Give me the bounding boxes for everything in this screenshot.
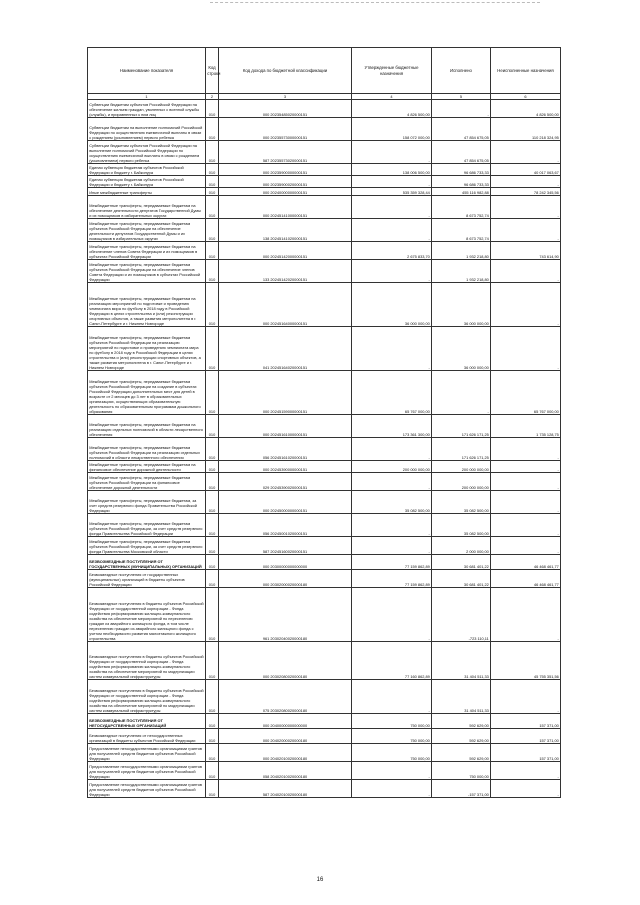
- row-approved: -: [352, 141, 432, 164]
- table-row: [88, 164, 561, 176]
- header-executed: Исполнено: [432, 48, 491, 94]
- row-unexecuted: 1 735 128,75: [491, 415, 561, 438]
- row-approved: -: [352, 176, 432, 188]
- row-name: БЕЗВОЗМЕЗДНЫЕ ПОСТУПЛЕНИЯ ОТ НЕГОСУДАРСТВЕННЫХ ОРГАНИЗАЦИЙ: [88, 714, 206, 729]
- row-line-code: 010: [206, 555, 219, 570]
- table-row: [88, 242, 561, 260]
- row-budget-code: 000 20402000020000180: [219, 729, 352, 744]
- row-name: Субвенции бюджетам субъектов Российской Федерации на обеспечение жильем граждан, уволенных с военной службы (службы), и приравненных к ним лиц: [88, 100, 206, 118]
- row-budget-code: 041 20245164020000151: [219, 327, 352, 371]
- header-unexecuted: Неисполненные назначения: [491, 48, 561, 94]
- row-budget-code: 000 20235573000000151: [219, 118, 352, 141]
- row-approved: -: [352, 537, 432, 555]
- row-executed: 36 000 000,00: [432, 327, 491, 371]
- row-approved: 77 159 862,89: [352, 570, 432, 588]
- row-unexecuted: 40 017 063,67: [491, 164, 561, 176]
- row-line-code: 010: [206, 100, 219, 118]
- row-approved: 35 082 500,00: [352, 491, 432, 514]
- table-row: [88, 744, 561, 762]
- row-name: Безвозмездные поступления от государственных (муниципальных) организаций в бюджеты субъектов Российской Федерации: [88, 570, 206, 588]
- row-line-code: 010: [206, 780, 219, 798]
- column-number: 3: [219, 94, 352, 100]
- row-line-code: 010: [206, 164, 219, 176]
- row-unexecuted: -: [491, 176, 561, 188]
- row-name: Безвозмездные поступления в бюджеты субъектов Российской Федерации от государственной корпорации - Фонда содействия реформированию жилищно-коммунального хозяйства на обеспечение мероприятий по модернизации систем коммунальной инфраструктуры: [88, 680, 206, 714]
- table-row: [88, 642, 561, 680]
- row-name: Безвозмездные поступления от негосударственных организаций в бюджеты субъектов Российской Федерации: [88, 729, 206, 744]
- row-line-code: 010: [206, 744, 219, 762]
- row-unexecuted: -: [491, 537, 561, 555]
- row-approved: -: [352, 438, 432, 461]
- row-unexecuted: -: [491, 491, 561, 514]
- row-line-code: 010: [206, 537, 219, 555]
- row-budget-code: 056 20245161020000151: [219, 438, 352, 461]
- row-budget-code: 133 20245142020000151: [219, 260, 352, 283]
- row-unexecuted: -: [491, 473, 561, 491]
- row-name: Иные межбюджетные трансферты: [88, 188, 206, 196]
- row-budget-code: 000 20240000000000151: [219, 188, 352, 196]
- row-unexecuted: -: [491, 219, 561, 242]
- row-approved: 750 000,00: [352, 714, 432, 729]
- row-executed: -: [432, 371, 491, 415]
- row-approved: 138 006 500,00: [352, 164, 432, 176]
- row-name: Межбюджетные трансферты, передаваемые бюджетам субъектов Российской Федерации на обеспечение деятельности депутатов Государственной Думы и их помощников в избирательных округах: [88, 219, 206, 242]
- row-approved: -: [352, 680, 432, 714]
- row-executed: 200 000 000,00: [432, 473, 491, 491]
- row-name: Межбюджетные трансферты, передаваемые бюджетам субъектов Российской Федерации на реализацию мероприятий по подготовке и проведению чемпионата мира по футболу в 2018 году в Российской Федерации в целях строительства и (или) реконструкции спортивных объектов, а также развития метрополитена в г. Санкт-Петербурге и г. Нижнем Новгороде: [88, 327, 206, 371]
- table-row: [88, 473, 561, 491]
- row-unexecuted: -: [491, 283, 561, 327]
- row-unexecuted: 65 767 000,00: [491, 371, 561, 415]
- row-budget-code: 587 20402010020000180: [219, 780, 352, 798]
- row-line-code: 010: [206, 762, 219, 780]
- row-approved: 77 159 862,89: [352, 555, 432, 570]
- table-row: [88, 555, 561, 570]
- table-row: [88, 438, 561, 461]
- row-line-code: 010: [206, 473, 219, 491]
- row-approved: 750 000,00: [352, 744, 432, 762]
- row-approved: -: [352, 588, 432, 642]
- row-executed: 2 000 000,00: [432, 537, 491, 555]
- row-executed: 171 626 171,25: [432, 415, 491, 438]
- row-budget-code: 000 20245159000000151: [219, 371, 352, 415]
- row-unexecuted: 4 826 500,00: [491, 100, 561, 118]
- row-executed: 200 000 000,00: [432, 461, 491, 473]
- row-name: Межбюджетные трансферты, передаваемые бюджетам субъектов Российской Федерации, за счет средств резервного фонда Правительства Московской области: [88, 537, 206, 555]
- row-line-code: 010: [206, 729, 219, 744]
- row-name: Межбюджетные трансферты, передаваемые бюджетам субъектов Российской Федерации на реализацию отдельных полномочий в области лекарственного обеспечения: [88, 438, 206, 461]
- row-executed: 35 082 500,00: [432, 514, 491, 537]
- row-budget-code: 000 20245000000000151: [219, 491, 352, 514]
- row-budget-code: 587 20245160020000151: [219, 537, 352, 555]
- row-approved: 77 160 862,89: [352, 642, 432, 680]
- row-name: Предоставление негосударственными организациями грантов для получателей средств бюджетов субъектов Российской Федерации: [88, 780, 206, 798]
- row-line-code: 010: [206, 680, 219, 714]
- row-name: Субвенции бюджетам субъектов Российской Федерации на выполнение полномочий Российской Федерации по осуществлению ежемесячной выплаты в связи с рождением (усыновлением) первого ребенка: [88, 141, 206, 164]
- row-executed: 30 681 401,22: [432, 555, 491, 570]
- table-row: [88, 729, 561, 744]
- row-executed: -723 110,11: [432, 588, 491, 642]
- header-name: Наименование показателя: [88, 48, 206, 94]
- row-executed: 455 116 982,88: [432, 188, 491, 196]
- row-executed: -: [432, 100, 491, 118]
- row-budget-code: 075 20302080020000180: [219, 680, 352, 714]
- column-number: 2: [206, 94, 219, 100]
- row-budget-code: 000 20235485020000151: [219, 100, 352, 118]
- row-line-code: 010: [206, 570, 219, 588]
- row-executed: 31 404 511,33: [432, 642, 491, 680]
- scan-top-marks: [210, 2, 540, 7]
- row-name: Межбюджетные трансферты, передаваемые бюджетам субъектов Российской Федерации на финансовое обеспечение дорожной деятельности: [88, 473, 206, 491]
- row-line-code: 010: [206, 491, 219, 514]
- row-executed: 8 673 752,74: [432, 196, 491, 219]
- table-row: [88, 371, 561, 415]
- row-name: Межбюджетные трансферты, передаваемые бюджетам на обеспечение деятельности депутатов Государственной Думы и их помощников в избирательных округах: [88, 196, 206, 219]
- row-approved: 4 826 500,00: [352, 100, 432, 118]
- row-budget-code: 000 20400000000000000: [219, 714, 352, 729]
- row-name: Предоставление негосударственными организациями грантов для получателей средств бюджетов субъектов Российской Федерации: [88, 762, 206, 780]
- row-unexecuted: 46 468 461,77: [491, 570, 561, 588]
- row-approved: -: [352, 327, 432, 371]
- row-approved: 750 000,00: [352, 729, 432, 744]
- row-budget-code: 058 20402010020000180: [219, 762, 352, 780]
- row-approved: 535 359 328,44: [352, 188, 432, 196]
- table-row: [88, 415, 561, 438]
- page-number: 16: [316, 877, 324, 883]
- row-executed: 31 404 511,33: [432, 680, 491, 714]
- row-approved: 36 000 000,00: [352, 283, 432, 327]
- row-name: Межбюджетные трансферты, передаваемые бюджетам, за счет средств резервного фонда Правительства Российской Федерации: [88, 491, 206, 514]
- row-name: БЕЗВОЗМЕЗДНЫЕ ПОСТУПЛЕНИЯ ОТ ГОСУДАРСТВЕННЫХ (МУНИЦИПАЛЬНЫХ) ОРГАНИЗАЦИЙ: [88, 555, 206, 570]
- budget-execution-table: [87, 47, 561, 798]
- table-row: [88, 219, 561, 242]
- row-approved: 2 675 833,70: [352, 242, 432, 260]
- row-approved: -: [352, 780, 432, 798]
- row-budget-code: 587 20235573020000151: [219, 141, 352, 164]
- row-executed: 35 082 500,00: [432, 491, 491, 514]
- row-executed: 1 932 218,80: [432, 260, 491, 283]
- row-name: Единая субвенция бюджетам субъектов Российской Федерации и бюджету г. Байконура: [88, 164, 206, 176]
- row-executed: 592 629,00: [432, 714, 491, 729]
- row-approved: -: [352, 260, 432, 283]
- row-executed: 96 686 733,33: [432, 164, 491, 176]
- row-unexecuted: -: [491, 196, 561, 219]
- table-row: [88, 762, 561, 780]
- row-budget-code: 000 20245390000000151: [219, 461, 352, 473]
- table-row: [88, 537, 561, 555]
- row-budget-code: 000 20402010020000180: [219, 744, 352, 762]
- row-budget-code: 056 20245001020000151: [219, 514, 352, 537]
- row-executed: 36 000 000,00: [432, 283, 491, 327]
- table-row: [88, 260, 561, 283]
- table-body: [88, 100, 561, 798]
- table-row: [88, 141, 561, 164]
- table-row: [88, 327, 561, 371]
- row-unexecuted: -: [491, 588, 561, 642]
- row-unexecuted: -: [491, 680, 561, 714]
- row-unexecuted: 743 614,90: [491, 242, 561, 260]
- row-name: Межбюджетные трансферты, передаваемые бюджетам на реализацию отдельных полномочий в области лекарственного обеспечения: [88, 415, 206, 438]
- row-executed: 47 854 675,05: [432, 118, 491, 141]
- column-number: 5: [432, 94, 491, 100]
- table-row: [88, 188, 561, 196]
- row-budget-code: 138 20245141020000151: [219, 219, 352, 242]
- header-code: Код дохода по бюджетной классификации: [219, 48, 352, 94]
- row-budget-code: 000 20302000020000180: [219, 570, 352, 588]
- row-executed: 592 629,00: [432, 729, 491, 744]
- header-approved: Утвержденные бюджетные назначения: [352, 48, 432, 94]
- row-budget-code: 029 20245390020000151: [219, 473, 352, 491]
- row-unexecuted: 78 242 345,56: [491, 188, 561, 196]
- row-line-code: 010: [206, 461, 219, 473]
- row-line-code: 010: [206, 642, 219, 680]
- row-approved: -: [352, 514, 432, 537]
- row-executed: 8 673 752,74: [432, 219, 491, 242]
- row-unexecuted: -: [491, 514, 561, 537]
- row-unexecuted: 46 468 461,77: [491, 555, 561, 570]
- row-line-code: 010: [206, 188, 219, 196]
- row-budget-code: 000 20235900020000151: [219, 176, 352, 188]
- row-name: Межбюджетные трансферты, передаваемые бюджетам на финансовое обеспечение дорожной деятельности: [88, 461, 206, 473]
- row-name: Межбюджетные трансферты, передаваемые бюджетам субъектов Российской Федерации на обеспечение членов Совета Федерации и их помощников в субъектах Российской Федерации: [88, 260, 206, 283]
- table-row: [88, 196, 561, 219]
- row-line-code: 010: [206, 260, 219, 283]
- table-row: [88, 680, 561, 714]
- table-row: [88, 283, 561, 327]
- row-approved: 65 767 000,00: [352, 371, 432, 415]
- row-executed: 592 629,00: [432, 744, 491, 762]
- row-budget-code: 000 20302080020000180: [219, 642, 352, 680]
- row-approved: -: [352, 219, 432, 242]
- row-approved: -: [352, 196, 432, 219]
- row-line-code: 010: [206, 118, 219, 141]
- row-budget-code: 000 20235900000000151: [219, 164, 352, 176]
- table-row: [88, 570, 561, 588]
- row-approved: 158 072 000,00: [352, 118, 432, 141]
- row-name: Межбюджетные трансферты, передаваемые бюджетам субъектов Российской Федерации, за счет средств резервного фонда Правительства Российской Федерации: [88, 514, 206, 537]
- row-name: Предоставление негосударственными организациями грантов для получателей средств бюджетов субъектов Российской Федерации: [88, 744, 206, 762]
- row-line-code: 010: [206, 588, 219, 642]
- row-line-code: 010: [206, 371, 219, 415]
- row-name: Единая субвенция бюджетам субъектов Российской Федерации и бюджету г. Байконура: [88, 176, 206, 188]
- row-unexecuted: -: [491, 461, 561, 473]
- row-executed: -157 371,00: [432, 780, 491, 798]
- row-approved: 200 000 000,00: [352, 461, 432, 473]
- table-row: [88, 491, 561, 514]
- row-unexecuted: 157 371,00: [491, 714, 561, 729]
- row-name: Субвенции бюджетам на выполнение полномочий Российской Федерации по осуществлению ежемесячной выплаты в связи с рождением (усыновлением) первого ребенка: [88, 118, 206, 141]
- row-line-code: 010: [206, 714, 219, 729]
- row-budget-code: 000 20245164000000151: [219, 283, 352, 327]
- row-executed: 47 854 675,05: [432, 141, 491, 164]
- table-row: [88, 514, 561, 537]
- row-line-code: 010: [206, 514, 219, 537]
- row-line-code: 010: [206, 415, 219, 438]
- row-unexecuted: 110 218 324,95: [491, 118, 561, 141]
- table-row: [88, 714, 561, 729]
- row-executed: 750 000,00: [432, 762, 491, 780]
- row-line-code: 010: [206, 219, 219, 242]
- row-budget-code: 000 20245161000000151: [219, 415, 352, 438]
- row-unexecuted: -: [491, 780, 561, 798]
- row-line-code: 010: [206, 176, 219, 188]
- row-line-code: 010: [206, 283, 219, 327]
- row-unexecuted: -: [491, 762, 561, 780]
- row-budget-code: 961 20302040020000180: [219, 588, 352, 642]
- table-row: [88, 588, 561, 642]
- row-line-code: 010: [206, 327, 219, 371]
- column-number: 1: [88, 94, 206, 100]
- row-unexecuted: -: [491, 327, 561, 371]
- row-unexecuted: 157 371,00: [491, 729, 561, 744]
- row-unexecuted: -: [491, 141, 561, 164]
- row-unexecuted: -: [491, 260, 561, 283]
- row-approved: -: [352, 473, 432, 491]
- row-line-code: 010: [206, 196, 219, 219]
- row-name: Межбюджетные трансферты, передаваемые бюджетам на реализацию мероприятий по подготовке и проведению чемпионата мира по футболу в 2018 году в Российской Федерации в целях строительства и (или) реконструкции спортивных объектов, а также развития метрополитена в г. Санкт-Петербурге и г. Нижнем Новгороде: [88, 283, 206, 327]
- row-approved: -: [352, 762, 432, 780]
- row-line-code: 010: [206, 438, 219, 461]
- table-row: [88, 461, 561, 473]
- table-row: [88, 100, 561, 118]
- row-name: Межбюджетные трансферты, передаваемые бюджетам на обеспечение членов Совета Федерации и их помощников в субъектах Российской Федерации: [88, 242, 206, 260]
- row-name: Межбюджетные трансферты, передаваемые бюджетам субъектов Российской Федерации на создание в субъектах Российской Федерации дополнительных мест для детей в возрасте от 2 месяцев до 3 лет в образовательных организациях, осуществляющих образовательную деятельность по образовательным программам дошкольного образования: [88, 371, 206, 415]
- table-row: [88, 176, 561, 188]
- column-number: 4: [352, 94, 432, 100]
- row-line-code: 010: [206, 242, 219, 260]
- row-line-code: 010: [206, 141, 219, 164]
- row-unexecuted: -: [491, 438, 561, 461]
- row-budget-code: 000 20245141000000151: [219, 196, 352, 219]
- table-row: [88, 118, 561, 141]
- header-row: [88, 48, 561, 94]
- row-executed: 96 686 733,33: [432, 176, 491, 188]
- row-budget-code: 000 20245142000000151: [219, 242, 352, 260]
- row-budget-code: 000 20300000000000000: [219, 555, 352, 570]
- row-unexecuted: 157 371,00: [491, 744, 561, 762]
- header-line: Код строки: [206, 48, 219, 94]
- row-name: Безвозмездные поступления в бюджеты субъектов Российской Федерации от государственной корпорации - Фонда содействия реформированию жилищно-коммунального хозяйства на обеспечение мероприятий по модернизации систем коммунальной инфраструктуры: [88, 642, 206, 680]
- row-executed: 1 932 218,80: [432, 242, 491, 260]
- column-number: 6: [491, 94, 561, 100]
- row-name: Безвозмездные поступления в бюджеты субъектов Российской Федерации от государственной корпорации - Фонда содействия реформированию жилищно-коммунального хозяйства на обеспечение мероприятий по переселению граждан из аварийного жилищного фонда, в том числе переселению граждан из аварийного жилищного фонда с учетом необходимости развития малоэтажного жилищного строительства: [88, 588, 206, 642]
- row-executed: 171 626 171,25: [432, 438, 491, 461]
- row-unexecuted: 45 755 351,56: [491, 642, 561, 680]
- table-row: [88, 780, 561, 798]
- row-executed: 30 681 401,22: [432, 570, 491, 588]
- row-approved: 173 361 300,00: [352, 415, 432, 438]
